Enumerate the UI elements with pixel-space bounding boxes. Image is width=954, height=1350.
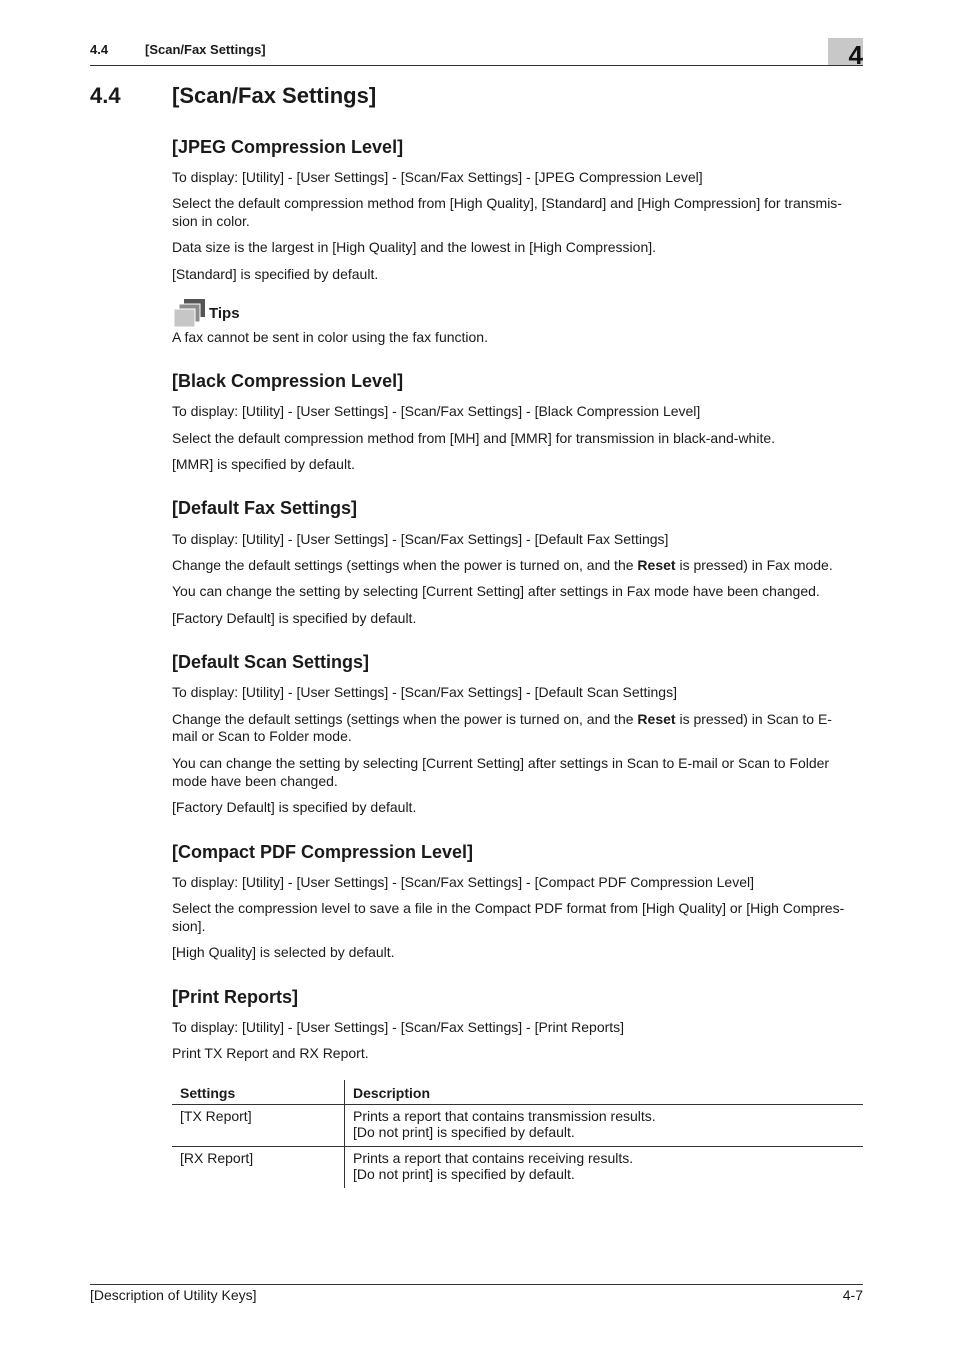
running-header-title: [Scan/Fax Settings] xyxy=(145,42,266,57)
scan-description-pre: Change the default settings (settings when the power is turned on, and the xyxy=(172,711,638,727)
table-header-settings: Settings xyxy=(172,1080,345,1105)
fax-description xyxy=(172,557,864,575)
description-line: Prints a report that contains receiving results. xyxy=(353,1150,634,1166)
jpeg-data-size-note: Data size is the largest in [High Quality] and the lowest in [High Compression]. xyxy=(172,239,657,255)
pdf-description-line2: sion]. xyxy=(172,918,206,934)
table-header-description: Description xyxy=(345,1080,864,1105)
table-row xyxy=(172,1105,863,1147)
black-default-note: [MMR] is specified by default. xyxy=(172,456,355,472)
scan-description-line1 xyxy=(172,711,864,729)
fax-display-path: To display: [Utility] - [User Settings] - [Scan/Fax Settings] - [Default Fax Settings] xyxy=(172,531,669,547)
reports-display-path: To display: [Utility] - [User Settings] - [Scan/Fax Settings] - [Print Reports] xyxy=(172,1019,625,1035)
fax-current-setting-note: You can change the setting by selecting [Current Setting] after settings in Fax mode have been changed. xyxy=(172,583,820,599)
table-header-row xyxy=(172,1080,863,1105)
scan-current-setting-line2: mode have been changed. xyxy=(172,773,338,789)
running-header-number: 4.4 xyxy=(90,42,109,57)
tips-label: Tips xyxy=(209,305,240,322)
heading-default-scan-settings: [Default Scan Settings] xyxy=(172,652,370,672)
pdf-default-note: [High Quality] is selected by default. xyxy=(172,944,395,960)
heading-print-reports: [Print Reports] xyxy=(172,987,298,1007)
jpeg-default-note: [Standard] is specified by default. xyxy=(172,266,379,282)
heading-black-compression-level: [Black Compression Level] xyxy=(172,371,404,391)
scan-description-line2: mail or Scan to Folder mode. xyxy=(172,728,352,744)
tips-text: A fax cannot be sent in color using the fax function. xyxy=(172,329,488,345)
fax-default-note: [Factory Default] is specified by default. xyxy=(172,610,417,626)
section-title xyxy=(90,83,376,109)
description-line: [Do not print] is specified by default. xyxy=(353,1124,575,1140)
jpeg-description-line2: sion in color. xyxy=(172,213,250,229)
table-cell-description xyxy=(345,1147,864,1189)
reports-description: Print TX Report and RX Report. xyxy=(172,1045,369,1061)
scan-current-setting-line1: You can change the setting by selecting [Current Setting] after settings in Scan to E-mail or Scan to Folder xyxy=(172,755,830,771)
footer-rule xyxy=(90,1284,863,1285)
fax-description-post: is pressed) in Fax mode. xyxy=(675,557,833,573)
section-number: 4.4 xyxy=(90,83,121,108)
table-cell-setting: [RX Report] xyxy=(172,1147,345,1189)
footer-chapter-title: [Description of Utility Keys] xyxy=(90,1287,257,1303)
heading-jpeg-compression-level: [JPEG Compression Level] xyxy=(172,137,404,157)
reset-key-label: Reset xyxy=(637,557,676,573)
tips-icon xyxy=(172,298,206,328)
fax-description-pre: Change the default settings (settings when the power is turned on, and the xyxy=(172,557,638,573)
black-description: Select the default compression method from [MH] and [MMR] for transmission in black-and-white. xyxy=(172,430,776,446)
description-line: Prints a report that contains transmission results. xyxy=(353,1108,656,1124)
chapter-number: 4 xyxy=(848,40,863,70)
pdf-display-path: To display: [Utility] - [User Settings] - [Scan/Fax Settings] - [Compact PDF Compression Level] xyxy=(172,874,754,890)
heading-default-fax-settings: [Default Fax Settings] xyxy=(172,498,358,518)
scan-display-path: To display: [Utility] - [User Settings] - [Scan/Fax Settings] - [Default Scan Settings] xyxy=(172,684,677,700)
jpeg-description-line1: Select the default compression method from [High Quality], [Standard] and [High Compression] for transmis- xyxy=(172,195,842,211)
description-line: [Do not print] is specified by default. xyxy=(353,1166,575,1182)
pdf-description-line1: Select the compression level to save a file in the Compact PDF format from [High Quality] or [High Compres- xyxy=(172,900,845,916)
table-cell-description xyxy=(345,1105,864,1147)
heading-compact-pdf-compression-level: [Compact PDF Compression Level] xyxy=(172,842,474,862)
table-row xyxy=(172,1147,863,1189)
section-name: [Scan/Fax Settings] xyxy=(172,83,377,108)
scan-default-note: [Factory Default] is specified by default. xyxy=(172,799,417,815)
black-display-path: To display: [Utility] - [User Settings] - [Scan/Fax Settings] - [Black Compression Level] xyxy=(172,403,701,419)
scan-description-post: is pressed) in Scan to E- xyxy=(675,711,832,727)
footer-page-number: 4-7 xyxy=(842,1287,863,1303)
chapter-tab xyxy=(828,38,863,70)
print-reports-table xyxy=(172,1080,863,1188)
reset-key-label: Reset xyxy=(637,711,676,727)
running-header xyxy=(90,40,863,70)
table-cell-setting: [TX Report] xyxy=(172,1105,345,1147)
jpeg-display-path: To display: [Utility] - [User Settings] - [Scan/Fax Settings] - [JPEG Compression Level] xyxy=(172,169,703,185)
